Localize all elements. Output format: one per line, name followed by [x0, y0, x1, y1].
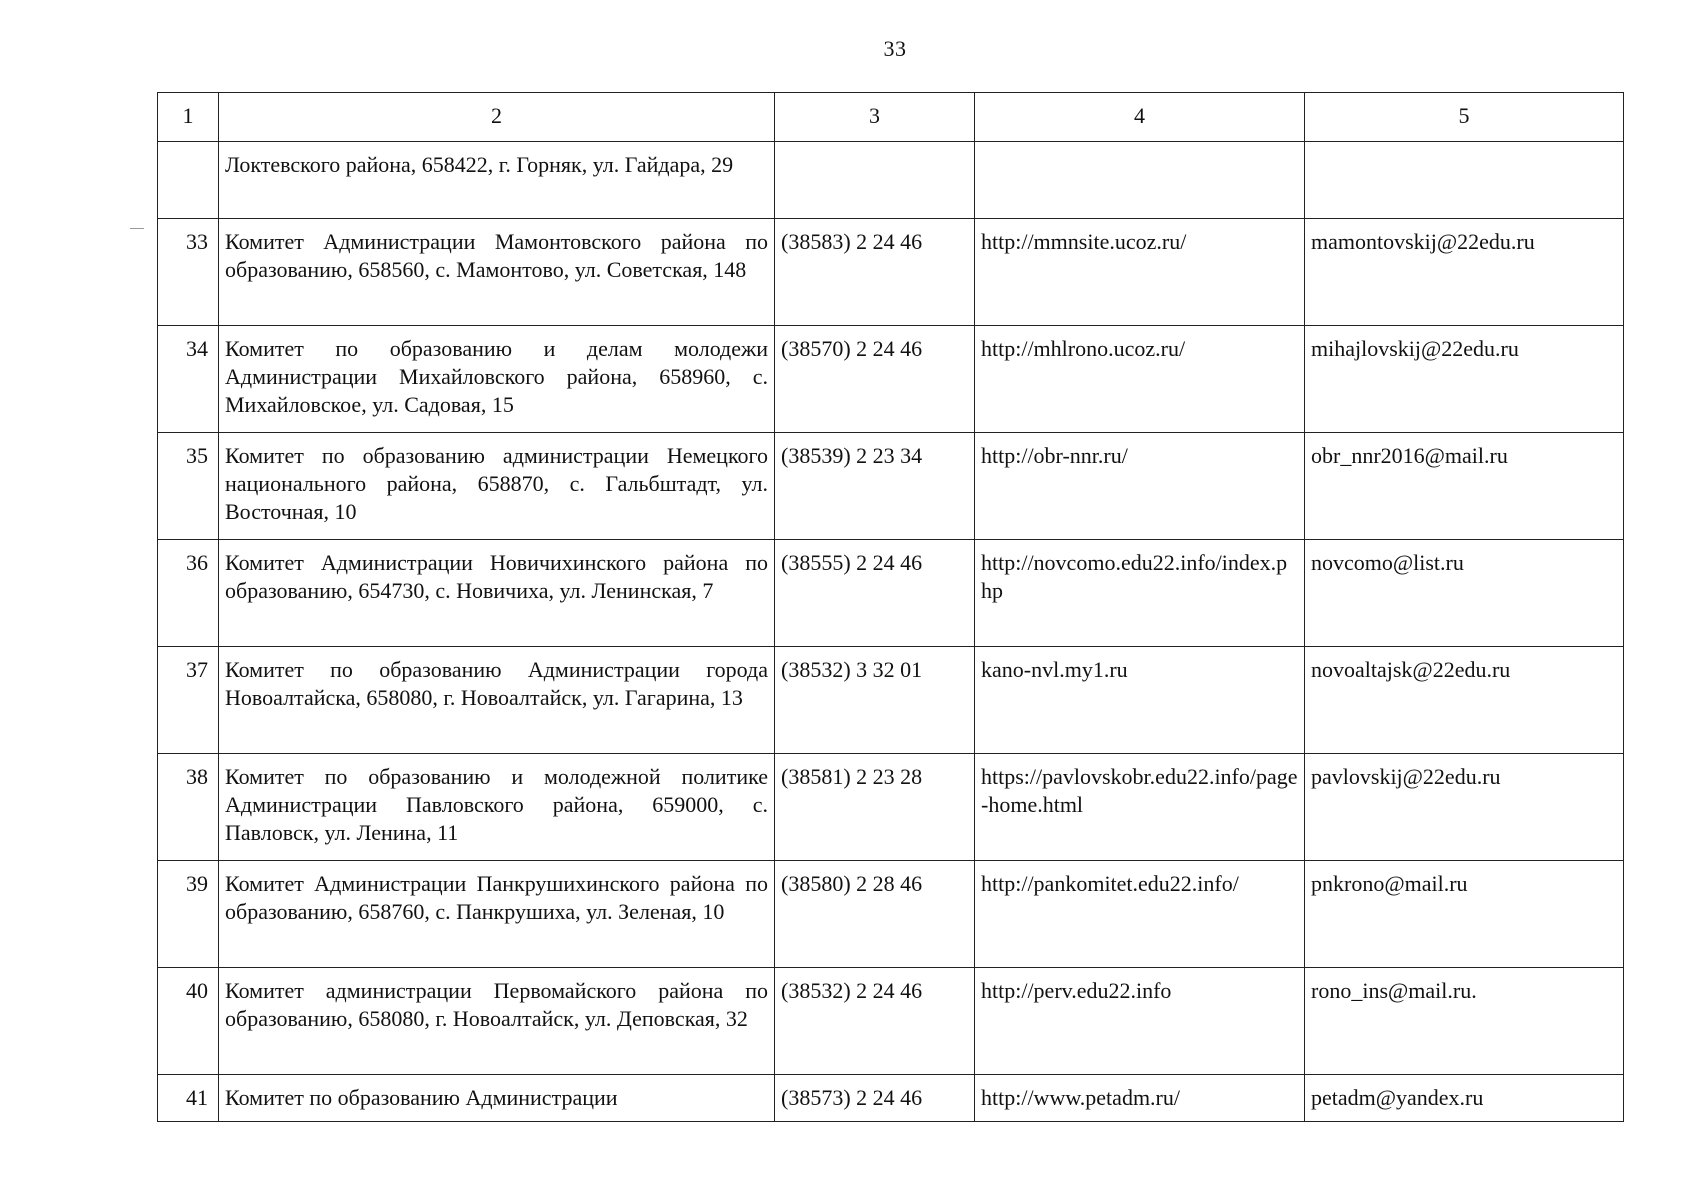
- website-url: http://mhlrono.ucoz.ru/: [975, 326, 1305, 433]
- phone-number: (38539) 2 23 34: [775, 433, 975, 540]
- phone-number: (38532) 2 24 46: [775, 968, 975, 1075]
- table-row: [158, 1075, 1624, 1122]
- phone-number: (38570) 2 24 46: [775, 326, 975, 433]
- row-number: 41: [158, 1075, 219, 1122]
- row-number: 38: [158, 754, 219, 861]
- phone-number: (38573) 2 24 46: [775, 1075, 975, 1122]
- organization-address: Комитет Администрации Панкрушихинского района по образованию, 658760, с. Панкрушиха, ул. Зеленая, 10: [219, 861, 775, 968]
- email-address: petadm@yandex.ru: [1305, 1075, 1624, 1122]
- phone-number: (38581) 2 23 28: [775, 754, 975, 861]
- website-url: http://pankomitet.edu22.info/: [975, 861, 1305, 968]
- organization-address: Локтевского района, 658422, г. Горняк, ул. Гайдара, 29: [219, 142, 775, 219]
- row-number: 39: [158, 861, 219, 968]
- table-row: [158, 142, 1624, 219]
- website-url: http://mmnsite.ucoz.ru/: [975, 219, 1305, 326]
- table-row: [158, 326, 1624, 433]
- column-header: 1: [158, 93, 219, 142]
- email-address: pavlovskij@22edu.ru: [1305, 754, 1624, 861]
- email-address: novoaltajsk@22edu.ru: [1305, 647, 1624, 754]
- email-address: mihajlovskij@22edu.ru: [1305, 326, 1624, 433]
- website-url: kano-nvl.my1.ru: [975, 647, 1305, 754]
- phone-number: (38583) 2 24 46: [775, 219, 975, 326]
- row-number: 36: [158, 540, 219, 647]
- website-url: http://obr-nnr.ru/: [975, 433, 1305, 540]
- phone-number: [775, 142, 975, 219]
- education-committees-table: [157, 92, 1624, 1122]
- organization-address: Комитет Администрации Новичихинского района по образованию, 654730, с. Новичиха, ул. Ленинская, 7: [219, 540, 775, 647]
- website-url: http://www.petadm.ru/: [975, 1075, 1305, 1122]
- website-url: http://novcomo.edu22.info/index.php: [975, 540, 1305, 647]
- phone-number: (38580) 2 28 46: [775, 861, 975, 968]
- table-row: [158, 647, 1624, 754]
- table-row: [158, 433, 1624, 540]
- website-url: http://perv.edu22.info: [975, 968, 1305, 1075]
- email-address: [1305, 142, 1624, 219]
- column-header: 3: [775, 93, 975, 142]
- scan-mark: [130, 228, 144, 229]
- organization-address: Комитет по образованию Администрации: [219, 1075, 775, 1122]
- email-address: rono_ins@mail.ru.: [1305, 968, 1624, 1075]
- row-number: 40: [158, 968, 219, 1075]
- email-address: pnkrono@mail.ru: [1305, 861, 1624, 968]
- row-number: 35: [158, 433, 219, 540]
- column-header: 5: [1305, 93, 1624, 142]
- column-number-header-row: [158, 93, 1624, 142]
- column-header: 2: [219, 93, 775, 142]
- column-header: 4: [975, 93, 1305, 142]
- organization-address: Комитет по образованию и молодежной политике Администрации Павловского района, 659000, с. Павловск, ул. Ленина, 11: [219, 754, 775, 861]
- organization-address: Комитет Администрации Мамонтовского района по образованию, 658560, с. Мамонтово, ул. Советская, 148: [219, 219, 775, 326]
- row-number: 33: [158, 219, 219, 326]
- organization-address: Комитет администрации Первомайского района по образованию, 658080, г. Новоалтайск, ул. Деповская, 32: [219, 968, 775, 1075]
- email-address: mamontovskij@22edu.ru: [1305, 219, 1624, 326]
- row-number: 34: [158, 326, 219, 433]
- website-url: [975, 142, 1305, 219]
- table-row: [158, 754, 1624, 861]
- email-address: obr_nnr2016@mail.ru: [1305, 433, 1624, 540]
- table-row: [158, 540, 1624, 647]
- table-row: [158, 219, 1624, 326]
- organization-address: Комитет по образованию и делам молодежи Администрации Михайловского района, 658960, с. Михайловское, ул. Садовая, 15: [219, 326, 775, 433]
- page-number: 33: [883, 36, 907, 61]
- phone-number: (38555) 2 24 46: [775, 540, 975, 647]
- email-address: novcomo@list.ru: [1305, 540, 1624, 647]
- table-row: [158, 968, 1624, 1075]
- phone-number: (38532) 3 32 01: [775, 647, 975, 754]
- organization-address: Комитет по образованию администрации Немецкого национального района, 658870, с. Гальбштадт, ул. Восточная, 10: [219, 433, 775, 540]
- website-url: https://pavlovskobr.edu22.info/page-home.html: [975, 754, 1305, 861]
- row-number: 37: [158, 647, 219, 754]
- organization-address: Комитет по образованию Администрации города Новоалтайска, 658080, г. Новоалтайск, ул. Гагарина, 13: [219, 647, 775, 754]
- row-number: [158, 142, 219, 219]
- table-row: [158, 861, 1624, 968]
